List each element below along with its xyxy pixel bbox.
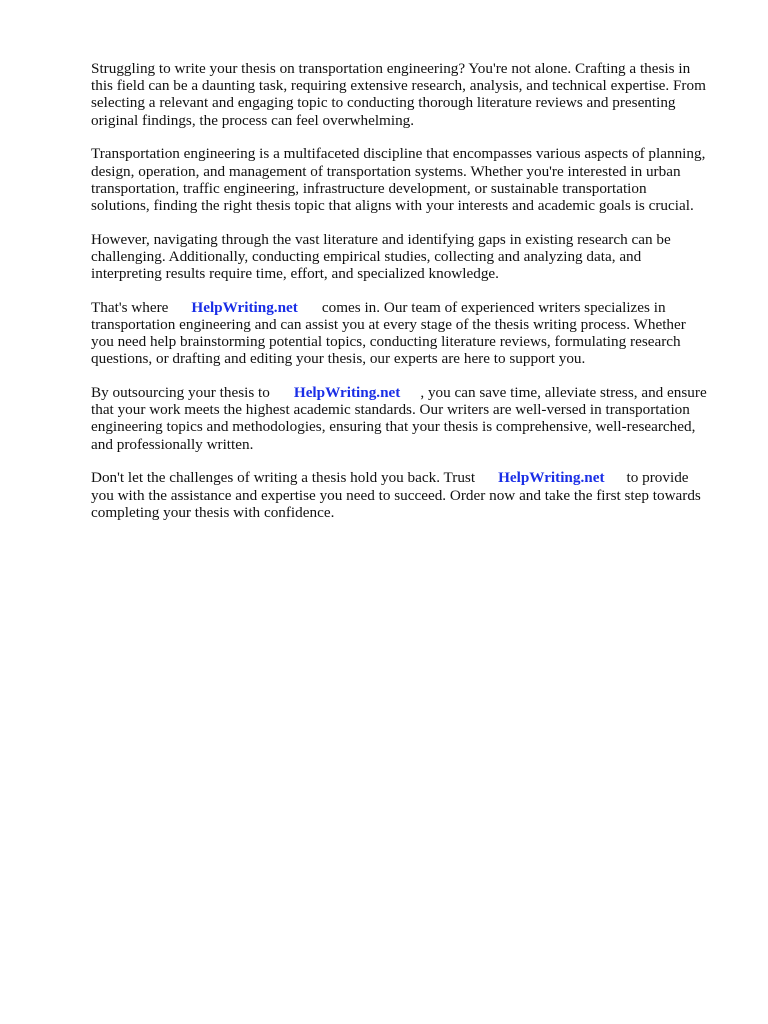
text-segment: Don't let the challenges of writing a thesis hold you back. Trust — [91, 469, 476, 487]
text-line: design, operation, and management of transportation systems. Whether you're interested in urban — [91, 162, 681, 180]
text-line: you need help brainstorming potential topics, conducting literature reviews, formulating research — [91, 333, 681, 351]
text-line: selecting a relevant and engaging topic to conducting thorough literature reviews and presenting — [91, 94, 676, 112]
text-line — [91, 469, 731, 486]
text-line: challenging. Additionally, conducting empirical studies, collecting and analyzing data, and — [91, 247, 642, 265]
text-line: engineering topics and methodologies, ensuring that your thesis is comprehensive, well-researched, — [91, 418, 696, 436]
text-line — [91, 299, 731, 316]
paragraph-discipline — [91, 145, 731, 214]
text-line: and professionally written. — [91, 435, 254, 453]
text-line: this field can be a daunting task, requiring extensive research, analysis, and technical expertise. From — [91, 77, 706, 95]
helpwriting-link[interactable]: HelpWriting.net — [191, 298, 298, 316]
text-segment: , you can save time, alleviate stress, and ensure — [420, 384, 707, 402]
helpwriting-link[interactable]: HelpWriting.net — [498, 469, 605, 487]
text-segment: to provide — [626, 469, 689, 487]
text-line: Transportation engineering is a multifaceted discipline that encompasses various aspects of planning, — [91, 145, 706, 163]
paragraph-challenges — [91, 231, 731, 283]
text-segment: That's where — [91, 298, 169, 316]
text-segment: By outsourcing your thesis to — [91, 384, 270, 402]
text-line: solutions, finding the right thesis topic that aligns with your interests and academic goals is crucial. — [91, 196, 694, 214]
document-page — [91, 60, 731, 537]
text-line: that your work meets the highest academic standards. Our writers are well-versed in transportation — [91, 401, 690, 419]
text-line: completing your thesis with confidence. — [91, 503, 335, 521]
text-line: you with the assistance and expertise you need to succeed. Order now and take the first step towards — [91, 486, 701, 504]
text-segment: comes in. Our team of experienced writers specializes in — [321, 298, 666, 316]
text-line: transportation engineering and can assist you at every stage of the thesis writing process. Whether — [91, 315, 686, 333]
paragraph-service — [91, 299, 731, 368]
text-line: questions, or drafting and editing your thesis, our experts are here to support you. — [91, 350, 586, 368]
text-line: original findings, the process can feel overwhelming. — [91, 111, 415, 129]
paragraph-call-to-action — [91, 469, 731, 521]
text-line: Struggling to write your thesis on transportation engineering? You're not alone. Crafting a thesis in — [91, 60, 691, 77]
text-line: transportation, traffic engineering, infrastructure development, or sustainable transportation — [91, 179, 647, 197]
text-line: interpreting results require time, effort, and specialized knowledge. — [91, 265, 499, 283]
paragraph-outsourcing — [91, 384, 731, 453]
paragraph-intro — [91, 60, 731, 129]
text-line — [91, 384, 731, 401]
text-line: However, navigating through the vast literature and identifying gaps in existing research can be — [91, 230, 671, 248]
helpwriting-link[interactable]: HelpWriting.net — [293, 384, 401, 402]
